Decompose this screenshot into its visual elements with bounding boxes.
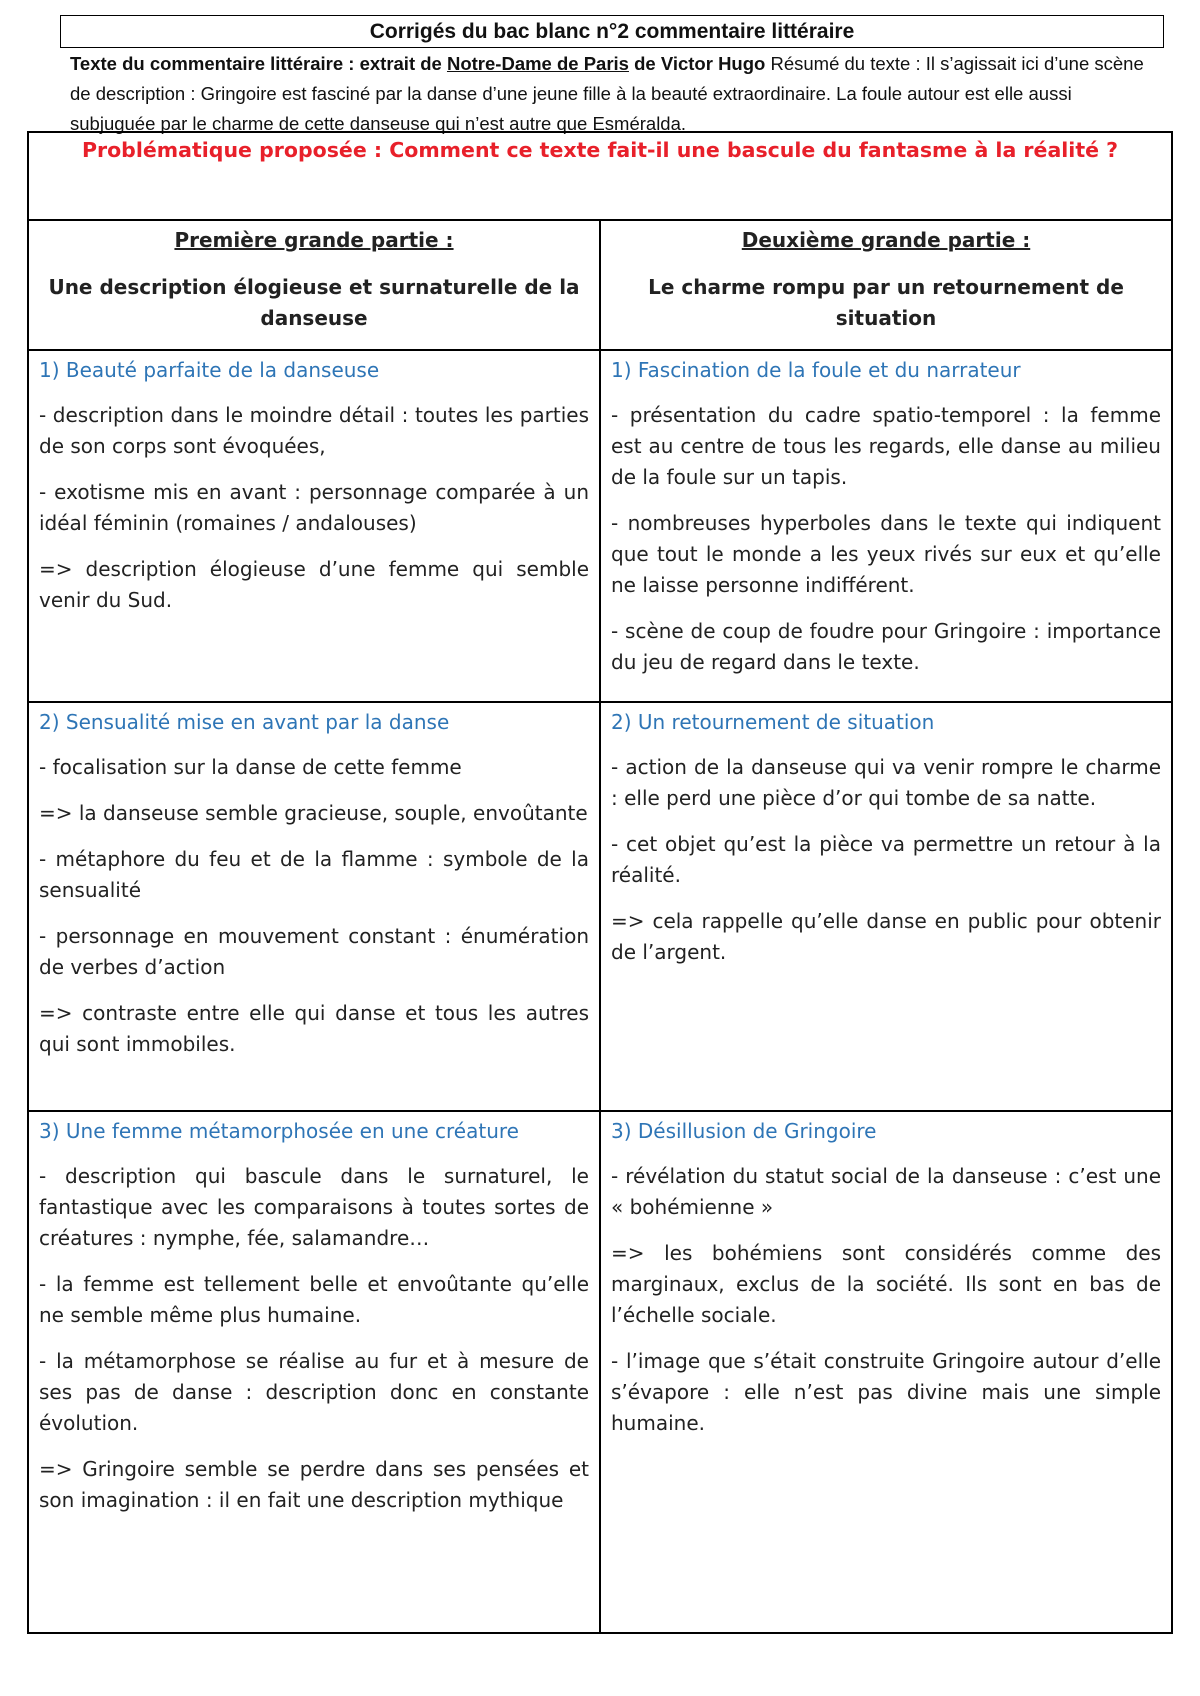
part-one-header: [28, 220, 600, 350]
work-author: de Victor Hugo: [628, 53, 766, 74]
section-paragraph: => Gringoire semble se perdre dans ses pensées et son imagination : il en fait une description mythique: [39, 1457, 589, 1512]
section-title: 1) Beauté parfaite de la danseuse: [39, 358, 380, 382]
section-paragraph: - exotisme mis en avant : personnage comparée à un idéal féminin (romaines / andalouses): [39, 480, 589, 535]
part-two-header: [600, 220, 1172, 350]
section-paragraph: - description dans le moindre détail : toutes les parties de son corps sont évoquées,: [39, 403, 589, 458]
work-title: Notre-Dame de Paris: [446, 53, 629, 74]
intro-label: Texte du commentaire littéraire : extrait de: [70, 53, 447, 74]
part-one-section-2: [28, 702, 600, 1111]
section-paragraph: - révélation du statut social de la danseuse : c’est une « bohémienne »: [611, 1164, 1161, 1219]
part-two-section-2: [600, 702, 1172, 1111]
part-one-label: Première grande partie :: [174, 228, 454, 252]
section-title: 3) Une femme métamorphosée en une créature: [39, 1119, 519, 1143]
section-paragraph: => contraste entre elle qui danse et tous les autres qui sont immobiles.: [39, 1001, 589, 1056]
outline-table: [27, 131, 1173, 1634]
section-title: 2) Sensualité mise en avant par la danse: [39, 710, 450, 734]
section-paragraph: - action de la danseuse qui va venir rompre le charme : elle perd une pièce d’or qui tombe de sa natte.: [611, 755, 1161, 810]
part-two-subtitle: Le charme rompu par un retournement de situation: [648, 275, 1124, 330]
section-paragraph: => les bohémiens sont considérés comme des marginaux, exclus de la société. Ils sont en bas de l’échelle sociale.: [611, 1241, 1161, 1327]
section-paragraph: - scène de coup de foudre pour Gringoire : importance du jeu de regard dans le texte.: [611, 619, 1161, 674]
section-paragraph: - la métamorphose se réalise au fur et à mesure de ses pas de danse : description donc en constante évolution.: [39, 1349, 589, 1435]
intro-paragraph: [70, 49, 1162, 139]
section-paragraph: - métaphore du feu et de la flamme : symbole de la sensualité: [39, 847, 589, 902]
section-paragraph: - l’image que s’était construite Gringoire autour d’elle s’évapore : elle n’est pas divine mais une simple humaine.: [611, 1349, 1161, 1435]
part-one-section-3: [28, 1111, 600, 1633]
part-one-section-1: [28, 350, 600, 702]
section-paragraph: - présentation du cadre spatio-temporel : la femme est au centre de tous les regards, elle danse au milieu de la foule sur un tapis.: [611, 403, 1161, 489]
section-paragraph: - personnage en mouvement constant : énumération de verbes d’action: [39, 924, 589, 979]
document-title: Corrigés du bac blanc n°2 commentaire littéraire: [60, 15, 1164, 48]
problematique: Problématique proposée : Comment ce texte fait-il une bascule du fantasme à la réalité ?: [28, 132, 1172, 220]
part-two-label: Deuxième grande partie :: [741, 228, 1031, 252]
section-paragraph: - la femme est tellement belle et envoûtante qu’elle ne semble même plus humaine.: [39, 1272, 589, 1327]
section-paragraph: => description élogieuse d’une femme qui semble venir du Sud.: [39, 557, 589, 612]
text-summary: Résumé du texte : Il s’agissait ici d’une scène de description : Gringoire est fasciné par la danse d’une jeune fille à la beauté extraordinaire. La foule autour est elle aussi subjuguée par le charme de cette danseuse qui n’est autre que Esméralda.: [70, 53, 1144, 134]
section-title: 3) Désillusion de Gringoire: [611, 1119, 877, 1143]
section-paragraph: - cet objet qu’est la pièce va permettre un retour à la réalité.: [611, 832, 1161, 887]
section-paragraph: - description qui bascule dans le surnaturel, le fantastique avec les comparaisons à toutes sortes de créatures : nymphe, fée, salamandre…: [39, 1164, 589, 1250]
part-one-subtitle: Une description élogieuse et surnaturelle de la danseuse: [48, 275, 580, 330]
section-paragraph: => la danseuse semble gracieuse, souple, envoûtante: [39, 801, 588, 825]
section-title: 2) Un retournement de situation: [611, 710, 935, 734]
section-paragraph: => cela rappelle qu’elle danse en public pour obtenir de l’argent.: [611, 909, 1161, 964]
section-title: 1) Fascination de la foule et du narrateur: [611, 358, 1021, 382]
section-paragraph: - nombreuses hyperboles dans le texte qui indiquent que tout le monde a les yeux rivés sur eux et qu’elle ne laisse personne indifférent.: [611, 511, 1161, 597]
part-two-section-3: [600, 1111, 1172, 1633]
section-paragraph: - focalisation sur la danse de cette femme: [39, 755, 462, 779]
part-two-section-1: [600, 350, 1172, 702]
